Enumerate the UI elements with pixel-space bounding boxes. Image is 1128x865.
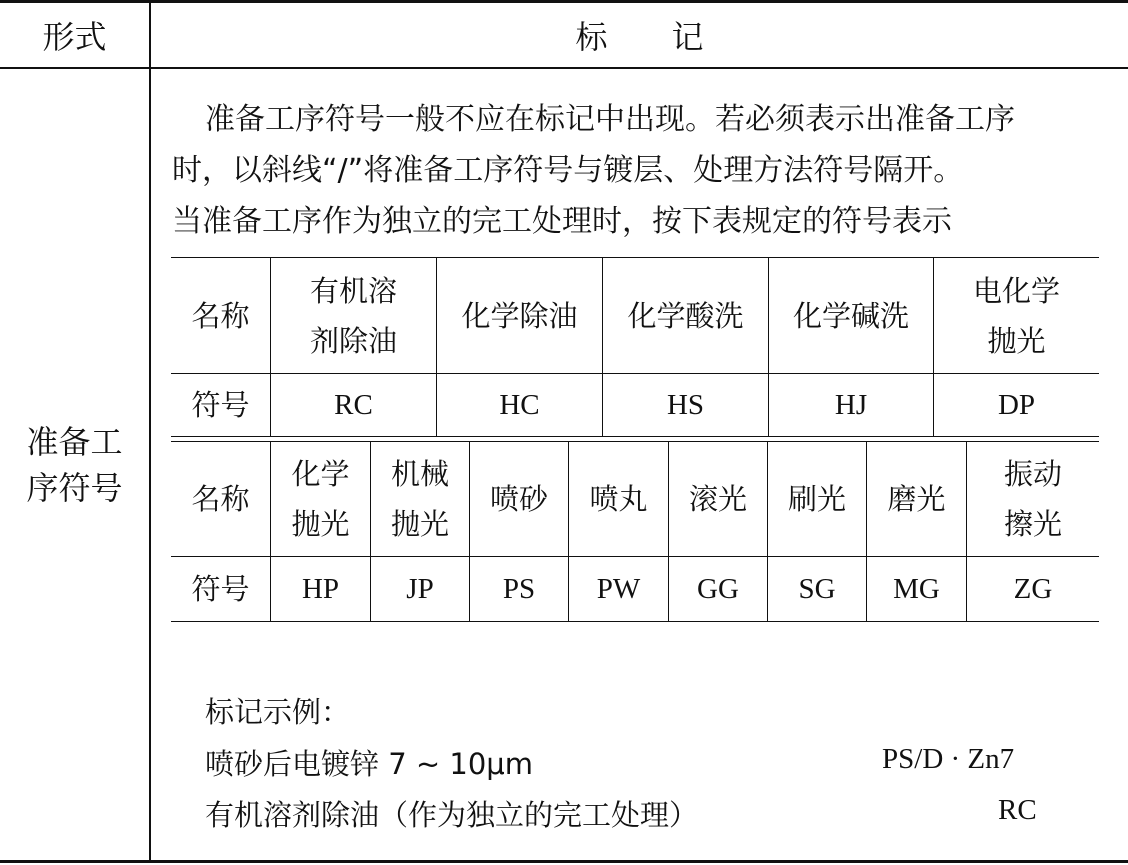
t1-symbol-cell: HS bbox=[666, 388, 705, 421]
example-text: 喷砂后电镀锌 7 ~ 10μm bbox=[205, 747, 534, 781]
intro-line-2: 时，以斜线“/”将准备工序符号与镀层、处理方法符号隔开。 bbox=[172, 153, 964, 188]
examples-title: 标记示例： bbox=[205, 695, 351, 729]
row-label bbox=[0, 69, 149, 860]
t1-name-cell: 化学除油 bbox=[461, 298, 578, 333]
t1-name-cell: 有机溶 剂除油 bbox=[309, 273, 397, 358]
t1-symbol-cell: DP bbox=[997, 388, 1036, 421]
t1-name-cell: 化学酸洗 bbox=[627, 298, 744, 333]
example-text: 有机溶剂除油（作为独立的完工处理） bbox=[205, 798, 699, 832]
row-label-text: 准备工 序符号 bbox=[26, 422, 123, 507]
t2-name-label: 名称 bbox=[191, 482, 250, 516]
t2-symbol-cell: PW bbox=[596, 572, 641, 605]
t2-symbol-cell: GG bbox=[697, 572, 739, 605]
column-divider bbox=[149, 0, 151, 862]
t2-name-cell: 机械 抛光 bbox=[390, 457, 449, 541]
t2-name-cell: 喷砂 bbox=[489, 482, 548, 516]
t2-name-cell: 化学 抛光 bbox=[291, 457, 350, 541]
t2-symbol-label: 符号 bbox=[191, 572, 250, 606]
t1-name-label: 名称 bbox=[191, 298, 250, 333]
header-form-label: 形式 bbox=[42, 18, 107, 56]
bottom-rule bbox=[0, 860, 1128, 863]
intro-line-1: 准备工序符号一般不应在标记中出现。若必须表示出准备工序 bbox=[205, 102, 1015, 137]
t2-symbol-cell: PS bbox=[502, 572, 536, 605]
t1-bottom-rule-a bbox=[171, 436, 1099, 437]
t1-symbol-cell: RC bbox=[334, 388, 373, 421]
intro-line-3: 当准备工序作为独立的完工处理时，按下表规定的符号表示 bbox=[172, 204, 952, 239]
t2-name-cell: 磨光 bbox=[887, 482, 946, 516]
example-mark: RC bbox=[998, 794, 1037, 826]
t2-bottom-rule bbox=[171, 621, 1099, 622]
header-mark bbox=[151, 3, 1128, 67]
header-form bbox=[0, 3, 149, 67]
t1-symbol-cell: HJ bbox=[834, 388, 868, 421]
t2-name-cell: 滚光 bbox=[688, 482, 747, 516]
t2-name-cell: 振动 擦光 bbox=[1003, 457, 1062, 541]
t1-symbol-label: 符号 bbox=[191, 388, 250, 422]
t1-name-cell: 化学碱洗 bbox=[792, 298, 909, 333]
header-mark-label: 标 记 bbox=[575, 18, 704, 56]
t1-symbol-cell: HC bbox=[499, 388, 540, 421]
t2-name-cell: 喷丸 bbox=[589, 482, 648, 516]
t1-name-cell: 电化学 抛光 bbox=[972, 273, 1060, 358]
t2-symbol-cell: SG bbox=[798, 572, 836, 605]
header-rule bbox=[0, 67, 1128, 69]
t2-symbol-cell: MG bbox=[893, 572, 940, 605]
t2-symbol-cell: ZG bbox=[1013, 572, 1053, 605]
example-mark: PS/D · Zn7 bbox=[882, 743, 1015, 775]
t2-name-cell: 刷光 bbox=[787, 482, 846, 516]
t2-symbol-cell: JP bbox=[406, 572, 434, 605]
t2-symbol-cell: HP bbox=[301, 572, 340, 605]
